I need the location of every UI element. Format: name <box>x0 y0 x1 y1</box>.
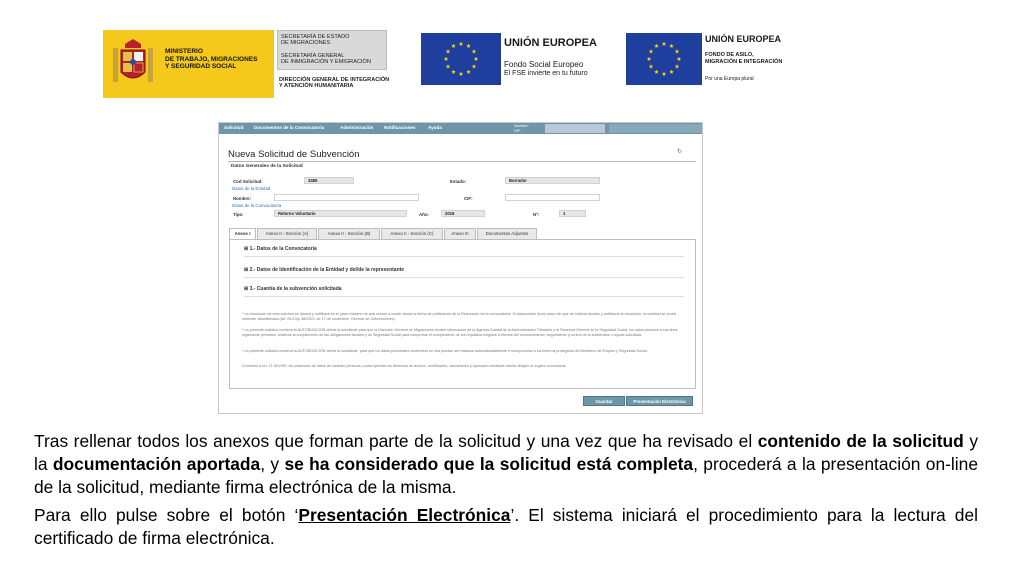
cif-label: CIF: <box>464 196 473 201</box>
page-title: Nueva Solicitud de Subvención <box>228 149 360 160</box>
user-info-labels: Nombre: NIF: <box>514 124 529 133</box>
accordion-identificacion-entidad[interactable]: ⊞ 2.- Datos de Identificación de la Entidad y del/de la representante <box>244 267 405 273</box>
tab-anexo-ii-b[interactable]: Anexo II - Sección (B) <box>318 228 380 239</box>
user-info-box <box>545 124 605 133</box>
instruction-text-part: , procederá a la presentación on-line de la solicitud, mediante firma electrónica de la misma. <box>34 454 978 497</box>
eu-flag-icon-2 <box>626 33 702 85</box>
nav-filler <box>609 124 702 133</box>
secretaria-general-text: SECRETARÍA GENERAL DE INMIGRACIÓN Y EMIGRACIÓN <box>281 53 371 66</box>
button-reference: Presentación Electrónica <box>298 505 511 525</box>
tipo-field: Retorno Voluntario <box>274 210 407 217</box>
tab-anexo-ii-c[interactable]: Anexo II - Sección (C) <box>381 228 443 239</box>
eu-flag-icon <box>421 33 501 85</box>
nav-ayuda[interactable]: Ayuda <box>428 125 442 130</box>
instruction-text-part: ’. El sistema iniciará el procedimiento para la lectura del certificado de firma electrónica. <box>34 505 978 548</box>
emphasis-text: documentación aportada <box>52 454 261 474</box>
numero-field: 1 <box>559 210 586 217</box>
save-button[interactable]: Guardar <box>583 396 625 406</box>
ministry-name: MINISTERIO DE TRABAJO, MIGRACIONES Y SEGURIDAD SOCIAL <box>165 48 258 70</box>
nombre-input[interactable] <box>274 194 419 201</box>
spain-coat-of-arms-icon <box>111 38 155 90</box>
nav-solicitud[interactable]: Solicitud <box>224 125 244 130</box>
numero-label: Nº: <box>533 212 540 217</box>
instruction-paragraph-2 <box>34 504 978 550</box>
eu-title-2: UNIÓN EUROPEA <box>705 34 782 44</box>
emphasis-text: contenido de la solicitud <box>757 431 964 451</box>
instruction-text <box>34 430 978 550</box>
datos-convocatoria-link[interactable]: Datos de la Convocatoria <box>232 203 282 208</box>
instruction-text-part: Tras rellenar todos los anexos que forman parte de la solicitud y una vez que ha revisado el <box>34 431 758 451</box>
secretaria-block <box>277 30 387 70</box>
tab-panel <box>229 239 696 389</box>
nombre-label: Nombre: <box>233 196 252 201</box>
secretaria-estado-text: SECRETARÍA DE ESTADO DE MIGRACIONES <box>281 34 350 47</box>
tipo-label: Tipo: <box>233 212 244 217</box>
instruction-text-part: Para ello pulse sobre el botón ‘ <box>34 505 299 525</box>
cif-input[interactable] <box>505 194 600 201</box>
direccion-general-text: DIRECCIÓN GENERAL DE INTEGRACIÓN Y ATENCIÓN HUMANITARIA <box>279 77 390 90</box>
presentacion-electronica-button[interactable]: Presentación Electrónica <box>626 396 693 406</box>
legal-note: * La presente solicitud conlleva la AUTORIZACIÓN del/de la solicitante, para que los datos personales contenidos en ella puedan ser tratados automatizadamente e incorporados a los ficheros protegidos del Ministerio de Empleo y Seguridad Social. <box>242 349 648 353</box>
legal-note: Conforme a la L.O 15/1999, de protección de datos de carácter personal, podrá ejercitar los derechos de acceso, rectificación, cancelación y oposición mediante escrito dirigido al órgano convocante. <box>242 364 567 368</box>
tab-anexo-ii-a[interactable]: Anexo II - Sección (A) <box>257 228 317 239</box>
instruction-text-part: y la <box>34 431 979 474</box>
eu-fund-name: Fondo Social Europeo <box>504 60 584 69</box>
estado-field: Borrador <box>505 177 600 184</box>
tab-documentos-adjuntos[interactable]: Documentos Adjuntos <box>477 228 537 239</box>
accordion-divider <box>244 277 684 278</box>
accordion-divider <box>244 296 684 297</box>
refresh-icon[interactable]: ↻ <box>677 149 683 155</box>
legal-note: * La resolución de esta solicitud se dictará y notificará en el plazo máximo de seis meses a contar desde la fecha de publicación de la Resolución de la convocatoria. Si transcurrido dicho plazo sin que se hubiera dictado y notificado la resolución, la solicitud se podrá entender desestimada (art. 25.5 ley 38/2003, de 17 de noviembre, General de Subvenciones). <box>242 312 676 321</box>
title-divider <box>228 161 696 162</box>
eu-fund-motto-2: Por una Europa plural <box>705 76 754 82</box>
eu-title: UNIÓN EUROPEA <box>504 37 597 49</box>
estado-label: Estado: <box>450 179 467 184</box>
tab-anexo-i[interactable]: Anexo I <box>229 228 256 239</box>
tab-anexo-iii[interactable]: Anexo III <box>444 228 476 239</box>
datos-entidad-link[interactable]: Datos de la Entidad <box>232 186 271 191</box>
application-screenshot <box>218 122 703 414</box>
nav-administracion[interactable]: Administración <box>340 125 374 130</box>
nav-notificaciones[interactable]: Notificaciones <box>384 125 416 130</box>
accordion-cuantia-subvencion[interactable]: ⊞ 3.- Cuantía de la subvención solicitada <box>244 286 342 292</box>
nav-documentos-convocatoria[interactable]: Documentos de la Convocatoria <box>254 125 325 130</box>
emphasis-text: se ha considerado que la solicitud está completa <box>284 454 694 474</box>
accordion-divider <box>244 256 684 257</box>
accordion-datos-convocatoria[interactable]: ⊞ 1.- Datos de la Convocatoria <box>244 246 317 252</box>
anio-field: 2018 <box>441 210 485 217</box>
section-heading: Datos Generales de la Solicitud <box>231 164 303 169</box>
top-navigation-bar <box>219 123 702 134</box>
eu-fund-name-2: FONDO DE ASILO, MIGRACIÓN E INTEGRACIÓN <box>705 52 783 65</box>
legal-note: * La presente solicitud conlleva la AUTORIZACIÓN del/de la solicitante para que la Dirección General de Migraciones recabe información de la Agencia Estatal de la Administración Tributaria y la Tesorería General de la Seguridad Social, los datos precisos a sus fines legalmente previstos, relativos al cumplimiento de las obligaciones fiscales y de Seguridad Social para comprobar el cumplimiento de los requisitos exigidos a efectos del reconocimiento, seguimiento y control de la subvención o ayuda solicitada. <box>242 328 678 337</box>
instruction-text-part: , y <box>260 454 285 474</box>
instruction-paragraph-1 <box>34 430 978 499</box>
cod-solicitud-field: 3485 <box>304 177 354 184</box>
ministry-logo <box>103 30 274 98</box>
eu-fund-motto: El FSE invierte en tu futuro <box>504 70 588 77</box>
cod-solicitud-label: Cod Solicitud: <box>233 179 263 184</box>
anio-label: Año: <box>419 212 429 217</box>
